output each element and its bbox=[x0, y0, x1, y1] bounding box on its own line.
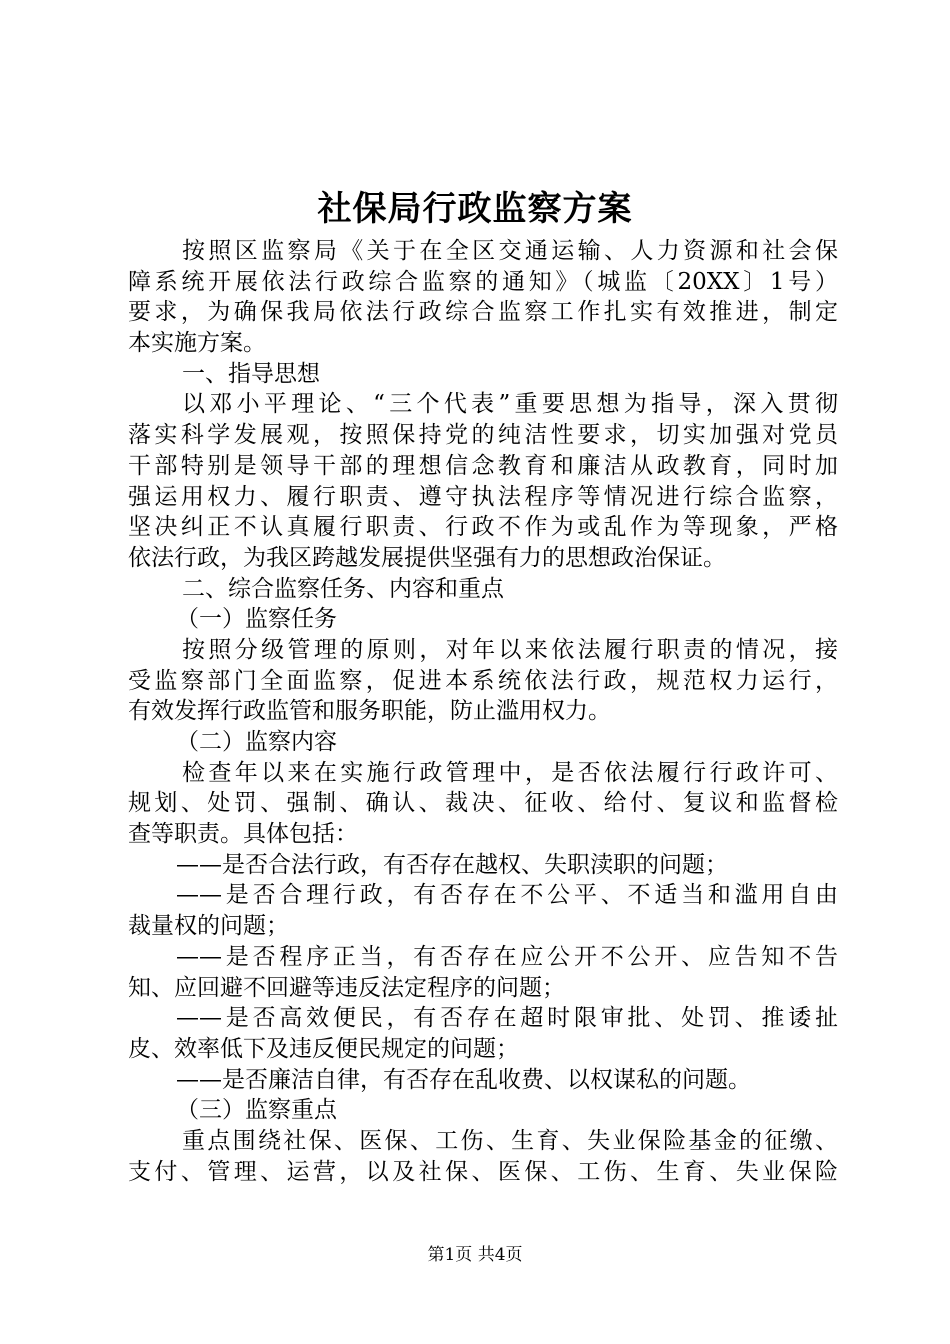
text-line: ——是否廉洁自律，有否存在乱收费、以权谋私的问题。 bbox=[176, 1066, 751, 1093]
text-line: （二）监察内容 bbox=[176, 729, 337, 755]
text-line: 重点围绕社保、医保、工伤、生育、失业保险基金的征缴、 bbox=[182, 1127, 838, 1154]
text-line: ——是否合法行政，有否存在越权、失职渎职的问题； bbox=[176, 851, 728, 878]
text-line: 依法行政，为我区跨越发展提供坚强有力的思想政治保证。 bbox=[128, 544, 726, 571]
text-line: 坚决纠正不认真履行职责、行政不作为或乱作为等现象，严格 bbox=[128, 514, 838, 541]
text-line: 要求，为确保我局依法行政综合监察工作扎实有效推进，制定 bbox=[128, 299, 838, 326]
text-line: 查等职责。具体包括： bbox=[128, 821, 358, 848]
text-line: 受监察部门全面监察，促进本系统依法行政，规范权力运行， bbox=[128, 667, 838, 694]
text-line: ——是否程序正当，有否存在应公开不公开、应告知不告 bbox=[176, 943, 838, 970]
text-line: （三）监察重点 bbox=[176, 1097, 337, 1124]
text-line: 有效发挥行政监管和服务职能，防止滥用权力。 bbox=[128, 698, 611, 725]
text-line: ——是否合理行政，有否存在不公平、不适当和滥用自由 bbox=[176, 882, 838, 909]
text-line: 知、应回避不回避等违反法定程序的问题； bbox=[128, 974, 565, 1001]
text-line: 裁量权的问题； bbox=[128, 913, 289, 940]
page-footer: 第1页 共4页 bbox=[427, 1245, 523, 1265]
text-line: 支付、管理、运营，以及社保、医保、工伤、生育、失业保险 bbox=[128, 1158, 838, 1185]
text-line: 本实施方案。 bbox=[128, 330, 266, 357]
text-line: 二、综合监察任务、内容和重点 bbox=[182, 575, 504, 602]
text-line: 检查年以来在实施行政管理中，是否依法履行行政许可、 bbox=[182, 759, 838, 786]
text-line: 障系统开展依法行政综合监察的通知》（城监〔20XX〕1号） bbox=[128, 268, 838, 295]
text-line: ——是否高效便民，有否存在超时限审批、处罚、推诿扯 bbox=[176, 1005, 838, 1032]
document-title: 社保局行政监察方案 bbox=[317, 189, 633, 229]
document-body bbox=[128, 236, 838, 1187]
text-line: 皮、效率低下及违反便民规定的问题； bbox=[128, 1035, 519, 1062]
text-line: 一、指导思想 bbox=[182, 360, 320, 387]
text-line: 按照区监察局《关于在全区交通运输、人力资源和社会保 bbox=[182, 238, 838, 264]
text-line: 以邓小平理论、“三个代表”重要思想为指导，深入贯彻 bbox=[182, 391, 838, 418]
text-line: 按照分级管理的原则，对年以来依法履行职责的情况，接 bbox=[182, 636, 838, 663]
text-line: 规划、处罚、强制、确认、裁决、征收、给付、复议和监督检 bbox=[128, 790, 838, 817]
text-line: 强运用权力、履行职责、遵守执法程序等情况进行综合监察， bbox=[128, 483, 838, 510]
text-line: （一）监察任务 bbox=[176, 606, 337, 633]
text-line: 干部特别是领导干部的理想信念教育和廉洁从政教育，同时加 bbox=[128, 452, 838, 479]
text-line: 落实科学发展观，按照保持党的纯洁性要求，切实加强对党员 bbox=[128, 422, 838, 449]
